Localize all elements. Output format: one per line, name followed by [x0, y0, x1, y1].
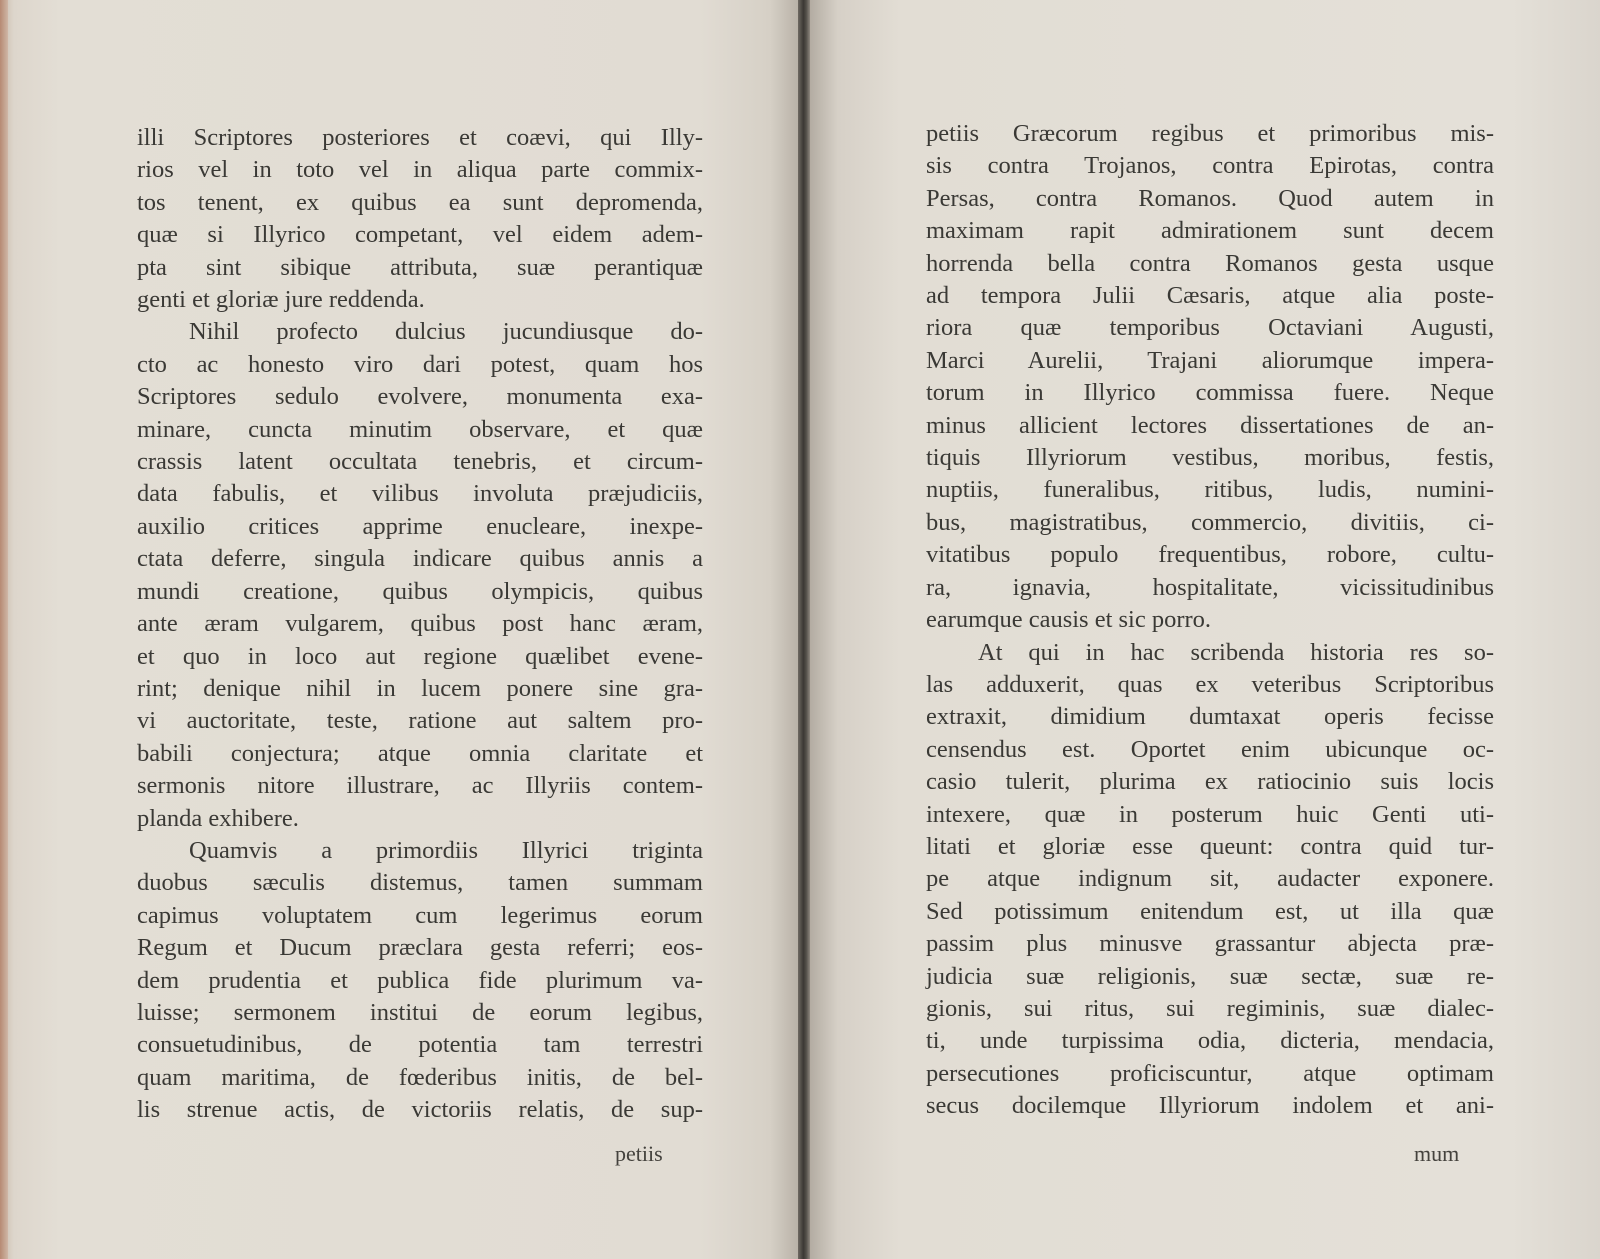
text-line: planda exhibere. — [137, 804, 299, 832]
text-line: pe atque indignum sit, audacter exponere. — [926, 865, 1494, 893]
book-gutter — [798, 0, 810, 1259]
text-line: secus docilemque Illyriorum indolem et ani- — [926, 1092, 1494, 1120]
text-line: luisse; sermonem institui de eorum legibus, — [137, 998, 703, 1026]
text-line: minus allicient lectores dissertationes de an- — [926, 411, 1494, 439]
left-page-text — [137, 122, 703, 1127]
text-line: Persas, contra Romanos. Quod autem in — [926, 184, 1494, 212]
text-line: tos tenent, ex quibus ea sunt depromenda, — [137, 188, 703, 216]
text-line: persecutiones proficiscuntur, atque optimam — [926, 1059, 1494, 1087]
left-catchword: petiis — [615, 1141, 663, 1166]
text-line: cto ac honesto viro dari potest, quam hos — [137, 350, 703, 378]
text-line: intexere, quæ in posterum huic Genti uti- — [926, 800, 1494, 828]
text-line: crassis latent occultata tenebris, et circum- — [137, 448, 703, 476]
text-line: Regum et Ducum præclara gesta referri; eos- — [137, 934, 703, 962]
text-line: minare, cuncta minutim observare, et quæ — [137, 415, 703, 443]
right-catchword: mum — [1414, 1141, 1460, 1166]
page-edge — [0, 0, 8, 1259]
text-line: genti et gloriæ jure reddenda. — [137, 286, 425, 314]
text-line: riora quæ temporibus Octaviani Augusti, — [926, 314, 1494, 342]
text-line: mundi creatione, quibus olympicis, quibus — [137, 577, 703, 605]
text-line: ra, ignavia, hospitalitate, vicissitudinibus — [926, 573, 1494, 601]
right-page-text — [926, 118, 1494, 1123]
text-line: Sed potissimum enitendum est, ut illa quæ — [926, 897, 1494, 925]
text-line: pta sint sibique attributa, suæ perantiquæ — [137, 253, 703, 281]
text-line: Scriptores sedulo evolvere, monumenta exa- — [137, 383, 703, 411]
text-line: et quo in loco aut regione quælibet evene- — [137, 642, 703, 670]
text-line: quam maritima, de fœderibus initis, de bel- — [137, 1063, 703, 1091]
text-line: sermonis nitore illustrare, ac Illyriis contem- — [137, 772, 703, 800]
text-line: sis contra Trojanos, contra Epirotas, contra — [926, 152, 1494, 180]
text-line: Quamvis a primordiis Illyrici triginta — [189, 836, 703, 864]
text-line: extraxit, dimidium dumtaxat operis fecisse — [926, 703, 1494, 731]
text-line: las adduxerit, quas ex veteribus Scriptoribus — [926, 670, 1494, 698]
text-line: torum in Illyrico commissa fuere. Neque — [926, 379, 1494, 407]
text-line: capimus voluptatem cum legerimus eorum — [137, 901, 703, 929]
text-line: litati et gloriæ esse queunt: contra quid tur- — [926, 832, 1494, 860]
text-line: consuetudinibus, de potentia tam terrestri — [137, 1031, 703, 1059]
text-line: ad tempora Julii Cæsaris, atque alia poste- — [926, 282, 1494, 310]
text-line: duobus sæculis distemus, tamen summam — [137, 869, 703, 897]
text-line: casio tulerit, plurima ex ratiocinio suis locis — [926, 768, 1494, 796]
text-line: dem prudentia et publica fide plurimum va- — [137, 966, 703, 994]
text-line: censendus est. Oportet enim ubicunque oc- — [926, 735, 1494, 763]
text-line: ante æram vulgarem, quibus post hanc æram, — [137, 610, 703, 638]
text-line: ti, unde turpissima odia, dicteria, mendacia, — [926, 1027, 1494, 1055]
text-line: Nihil profecto dulcius jucundiusque do- — [189, 318, 703, 346]
text-line: tiquis Illyriorum vestibus, moribus, festis, — [926, 444, 1494, 472]
text-line: judicia suæ religionis, suæ sectæ, suæ re- — [926, 962, 1494, 990]
text-line: vi auctoritate, teste, ratione aut saltem pro- — [137, 707, 703, 735]
text-line: data fabulis, et vilibus involuta præjudiciis, — [137, 480, 703, 508]
text-line: maximam rapit admirationem sunt decem — [926, 217, 1494, 245]
text-line: earumque causis et sic porro. — [926, 606, 1212, 634]
text-line: lis strenue actis, de victoriis relatis, de sup- — [137, 1096, 703, 1124]
text-line: vitatibus populo frequentibus, robore, cultu- — [926, 541, 1494, 569]
text-line: rint; denique nihil in lucem ponere sine gra- — [137, 674, 703, 702]
text-line: illi Scriptores posteriores et coævi, qui Illy- — [137, 124, 703, 151]
text-line: At qui in hac scribenda historia res so- — [978, 638, 1494, 666]
text-line: quæ si Illyrico competant, vel eidem adem- — [137, 221, 703, 249]
text-line: bus, magistratibus, commercio, divitiis, ci- — [926, 508, 1494, 536]
left-page — [0, 0, 798, 1259]
text-line: auxilio critices apprime enucleare, inexpe- — [137, 512, 703, 540]
text-line: passim plus minusve grassantur abjecta præ- — [926, 930, 1494, 958]
text-line: ctata deferre, singula indicare quibus annis a — [137, 545, 703, 573]
text-line: Marci Aurelii, Trajani aliorumque impera- — [926, 346, 1494, 374]
text-line: babili conjectura; atque omnia claritate et — [137, 739, 703, 767]
text-line: rios vel in toto vel in aliqua parte commix- — [137, 156, 703, 184]
text-line: nuptiis, funeralibus, ritibus, ludis, numini- — [926, 476, 1494, 504]
text-line: petiis Græcorum regibus et primoribus mis- — [926, 120, 1494, 147]
text-line: gionis, sui ritus, sui regiminis, suæ dialec- — [926, 994, 1494, 1022]
text-line: horrenda bella contra Romanos gesta usque — [926, 249, 1494, 277]
